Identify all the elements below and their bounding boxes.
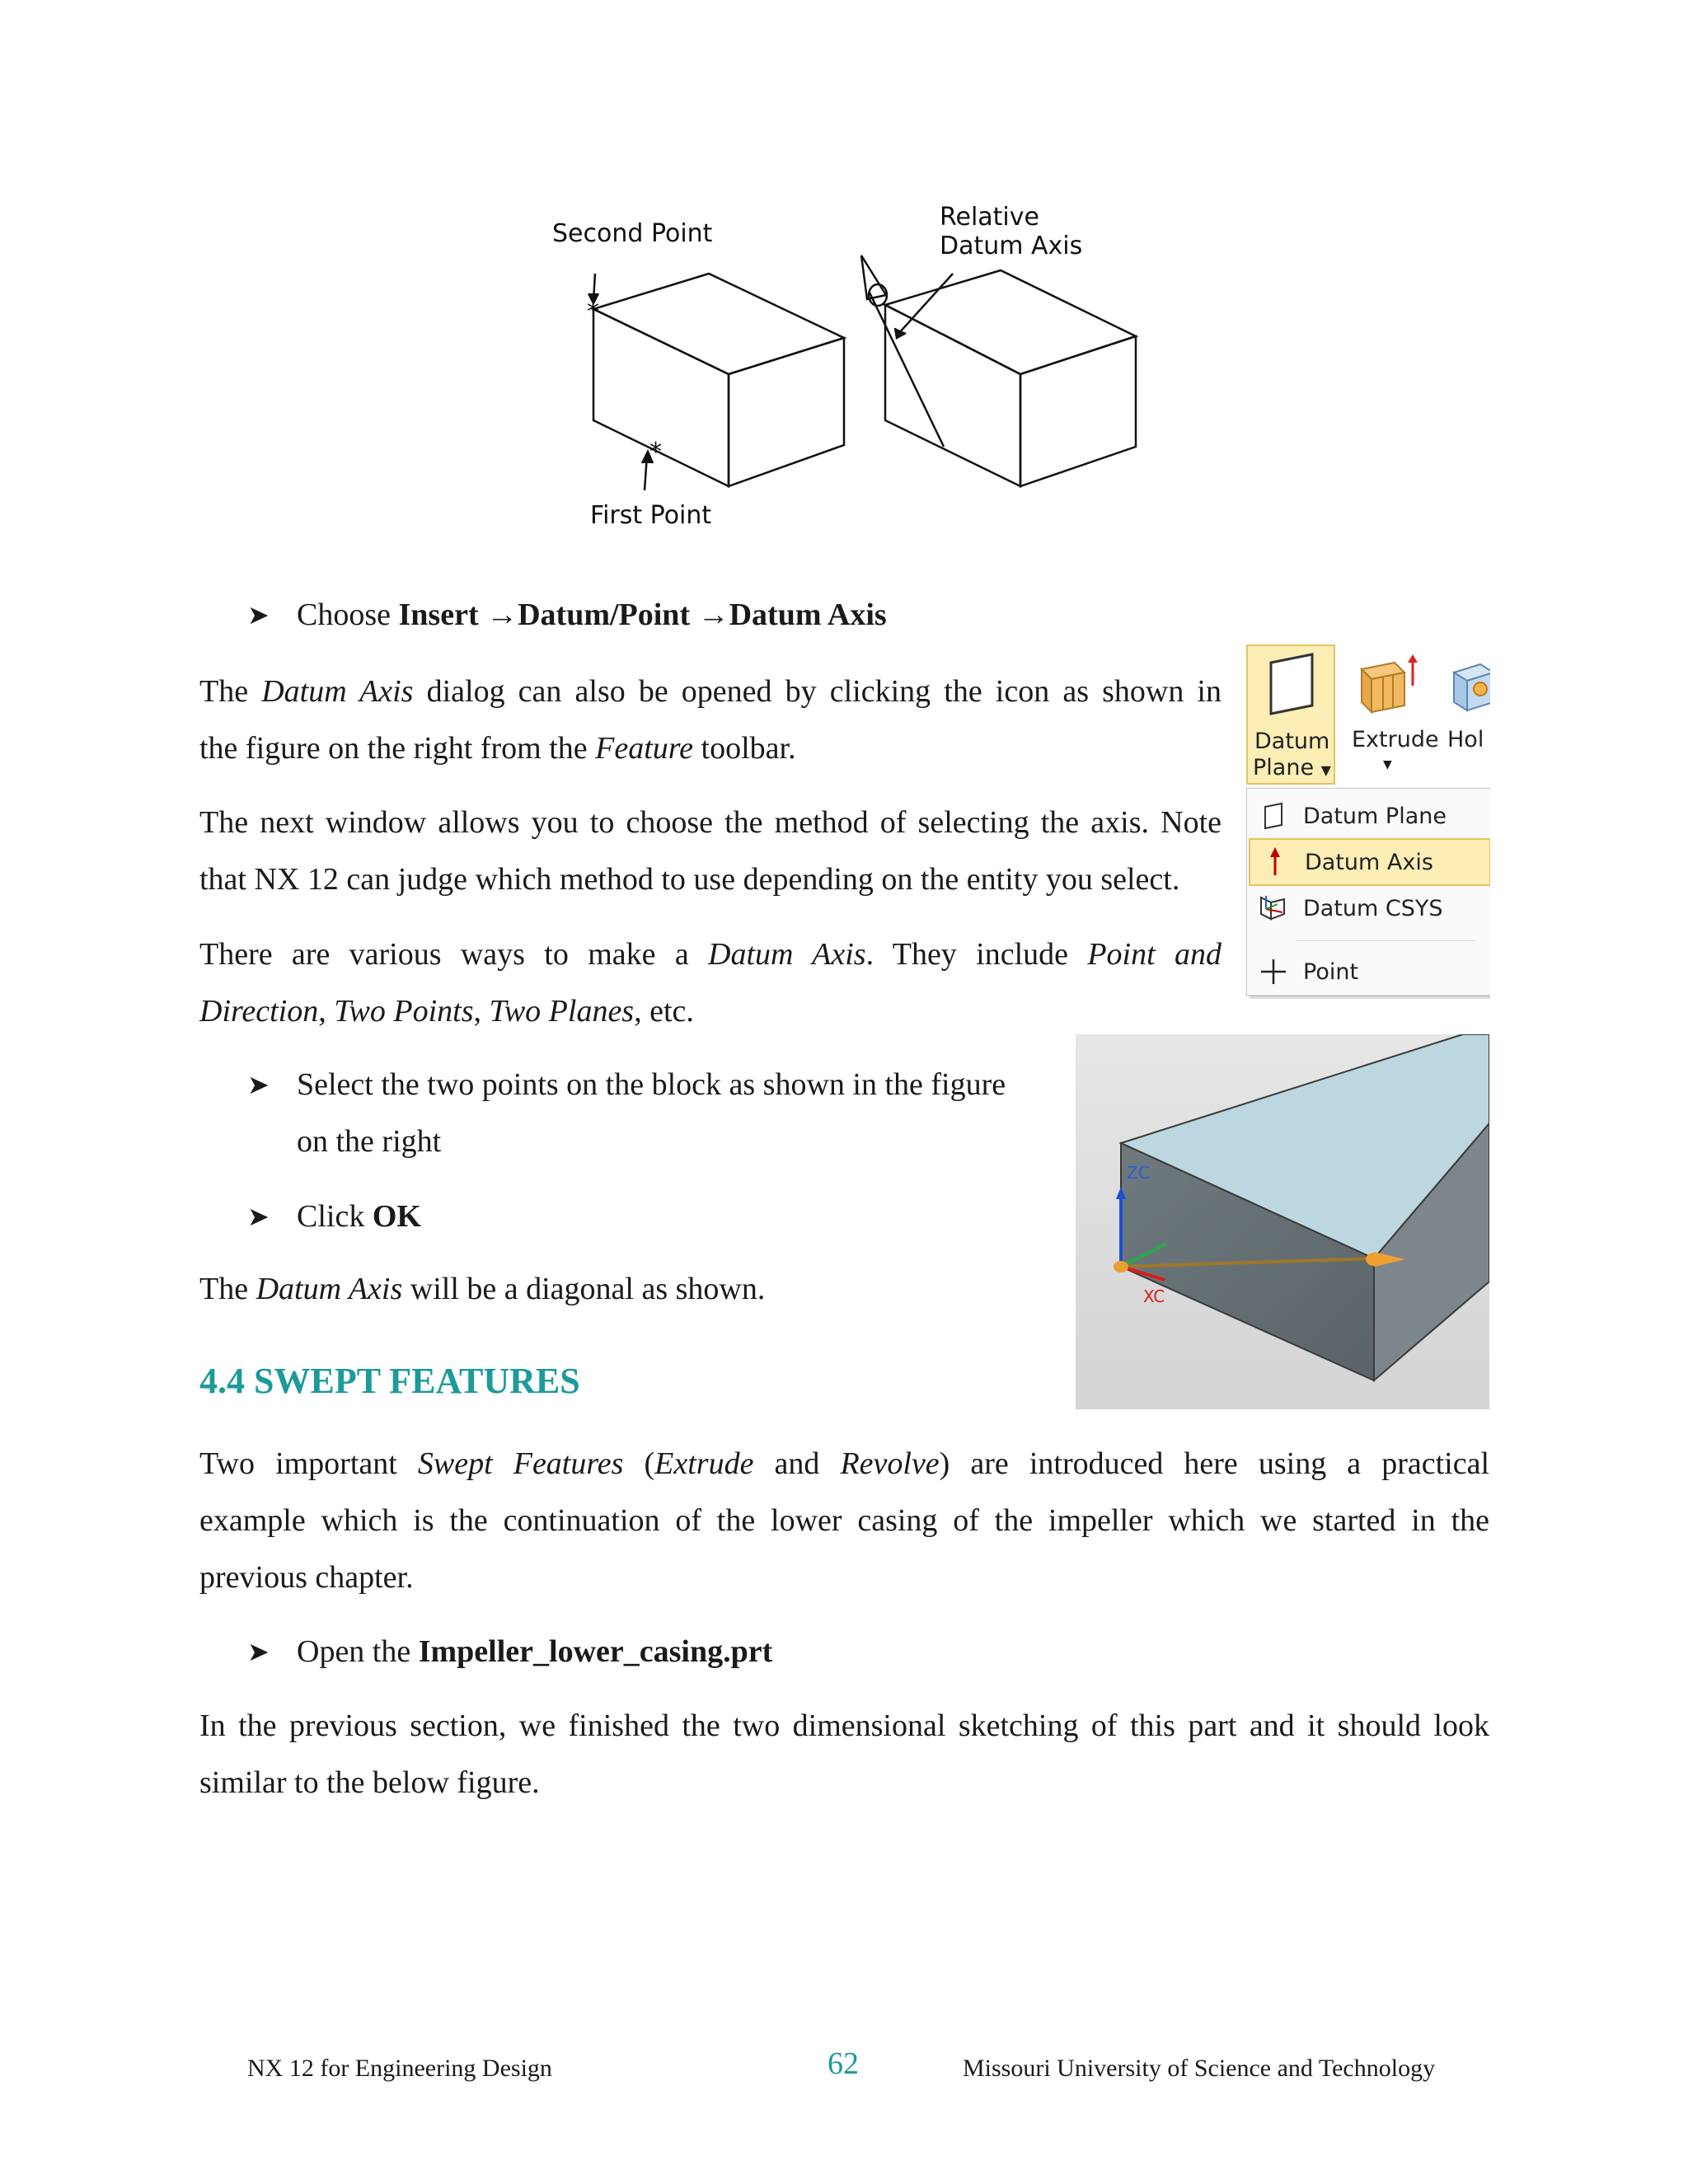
hole-button[interactable] bbox=[1439, 644, 1490, 785]
svg-text:*: * bbox=[587, 298, 599, 326]
datum-plane-icon bbox=[1263, 651, 1320, 717]
block-datum-axis-screenshot bbox=[1076, 1034, 1489, 1409]
menu-separator bbox=[1296, 940, 1476, 941]
page-number: 62 bbox=[828, 2046, 859, 2081]
paragraph-dialog-opening: The Datum Axis dialog can also be opened by clicking the icon as shown in the figure on the right from the Feature toolbar. bbox=[199, 674, 1221, 766]
paragraph-datum-axis-diagonal: The Datum Axis will be a diagonal as shown. bbox=[199, 1272, 766, 1306]
extrude-icon bbox=[1353, 653, 1419, 715]
datum-plane-small-icon bbox=[1257, 802, 1290, 830]
first-point-label: First Point bbox=[590, 501, 712, 530]
menu-item-point[interactable]: Point bbox=[1247, 949, 1490, 994]
footer-left: NX 12 for Engineering Design bbox=[247, 2055, 552, 2082]
arrow-bullet-icon: ➤ bbox=[247, 599, 270, 630]
arrow-bullet-icon: ➤ bbox=[247, 1069, 270, 1100]
datum-dropdown-menu bbox=[1246, 788, 1490, 996]
datum-axis-diagram bbox=[536, 198, 1162, 544]
second-point-label: Second Point bbox=[552, 219, 713, 248]
datum-plane-label-2: Plane ▼ bbox=[1253, 755, 1331, 780]
datum-csys-small-icon bbox=[1257, 894, 1290, 922]
relative-datum-axis-label-1: Relative bbox=[940, 203, 1039, 232]
footer-right: Missouri University of Science and Technology bbox=[963, 2055, 1436, 2082]
section-title: 4.4 SWEPT FEATURES bbox=[199, 1361, 580, 1401]
arrow-bullet-icon: ➤ bbox=[247, 1636, 270, 1667]
paragraph-swept-features: Two important Swept Features (Extrude and Revolve) are introduced here using a practical example which is the continuation of the lower casing of the impeller which we started in the previous chapter. bbox=[199, 1446, 1490, 1595]
paragraph-previous-section: In the previous section, we finished the two dimensional sketching of this part and it should look similar to the below figure. bbox=[199, 1708, 1489, 1800]
relative-datum-axis-label-2: Datum Axis bbox=[940, 232, 1083, 260]
menu-item-datum-plane[interactable]: Datum Plane bbox=[1247, 794, 1490, 838]
extrude-button[interactable] bbox=[1342, 644, 1439, 785]
instruction-click-ok: ➤ Click OK bbox=[247, 1188, 421, 1245]
hole-icon bbox=[1447, 659, 1490, 717]
extrude-label: Extrude bbox=[1352, 727, 1439, 752]
left-box bbox=[593, 274, 844, 486]
part-filename: Impeller_lower_casing.prt bbox=[418, 1634, 773, 1669]
point-markers bbox=[587, 274, 662, 490]
menu-item-datum-csys[interactable]: Datum CSYS bbox=[1247, 886, 1490, 930]
menu-item-datum-axis[interactable]: Datum Axis bbox=[1249, 838, 1490, 886]
datum-axis-small-icon bbox=[1259, 847, 1292, 877]
svg-text:*: * bbox=[649, 438, 662, 466]
instruction-select-points: ➤ Select the two points on the block as shown in the figure on the right bbox=[247, 1057, 1071, 1170]
arrow-bullet-icon: ➤ bbox=[247, 1201, 270, 1232]
point-plus-icon bbox=[1257, 958, 1290, 986]
datum-plane-button[interactable] bbox=[1246, 644, 1335, 785]
right-box bbox=[861, 255, 1136, 486]
instruction-insert-datum-axis: ➤ Choose Insert →Datum/Point →Datum Axis bbox=[247, 587, 887, 644]
menu-path: Insert →Datum/Point →Datum Axis bbox=[398, 598, 887, 632]
feature-toolbar-screenshot bbox=[1245, 643, 1490, 999]
hole-label: Hol bbox=[1447, 727, 1484, 752]
xc-axis-label: XC bbox=[1143, 1286, 1165, 1306]
extrude-dropdown-arrow-icon: ▼ bbox=[1383, 758, 1392, 771]
paragraph-datum-axis-ways: There are various ways to make a Datum Axis. They include Point and Direction, Two Points, Two Planes, etc. bbox=[199, 937, 1222, 1029]
zc-axis-label: ZC bbox=[1127, 1163, 1150, 1183]
paragraph-method-selection: The next window allows you to choose the method of selecting the axis. Note that NX 12 can judge which method to use depending on the entity you select. bbox=[199, 805, 1221, 897]
datum-plane-label-1: Datum bbox=[1254, 729, 1330, 754]
instruction-open-part: ➤ Open the Impeller_lower_casing.prt bbox=[247, 1624, 772, 1680]
dropdown-arrow-icon: ▼ bbox=[1320, 762, 1331, 778]
